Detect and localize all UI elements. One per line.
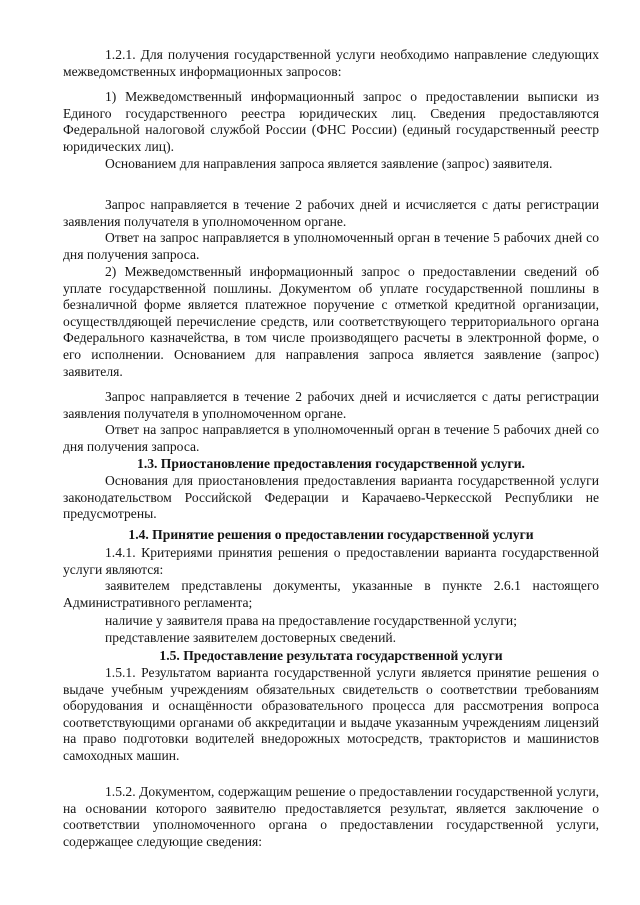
heading-1-5: 1.5. Предоставление результата государственной услуги [159, 648, 503, 663]
paragraph-1-5-1: 1.5.1. Результатом варианта государственной услуги является принятие решения о выдаче учебным учреждениям обязательных свидетельств о соответствии требованиям оборудования и оснащённости образовательного процесса для рассмотрения вопроса соответствующими органами об аккредитации и выдаче указанным учреждениям лицензий на право подготовки водителей внедорожных мотосредств, трактористов и машинистов самоходных машин. [63, 665, 599, 763]
criteria-item-3: представление заявителем достоверных сведений. [105, 630, 397, 645]
paragraph-basis-1: Основанием для направления запроса является заявление (запрос) заявителя. [105, 156, 553, 171]
paragraph-response-2: Ответ на запрос направляется в уполномоченный орган в течение 5 рабочих дней со дня получения запроса. [63, 422, 599, 454]
paragraph-request-1: 1) Межведомственный информационный запрос о предоставлении выписки из Единого государственного реестра юридических лиц. Сведения предоставляются Федеральной налоговой службой России (ФНС России) (единый государственный реестр юридических лиц). [63, 89, 599, 154]
paragraph-1-2-1: 1.2.1. Для получения государственной услуги необходимо направление следующих межведомственных информационных запросов: [63, 47, 599, 79]
paragraph-response-1: Ответ на запрос направляется в уполномоченный орган в течение 5 рабочих дней со дня получения запроса. [63, 230, 599, 262]
heading-1-3: 1.3. Приостановление предоставления государственной услуги. [137, 456, 525, 471]
paragraph-1-4-1: 1.4.1. Критериями принятия решения о предоставлении варианта государственной услуги являются: [63, 545, 599, 577]
paragraph-suspension: Основания для приостановления предоставления варианта государственной услуги законодательством Российской Федерации и Карачаево-Черкесской Республики не предусмотрены. [63, 473, 599, 522]
paragraph-deadline-1: Запрос направляется в течение 2 рабочих дней и исчисляется с даты регистрации заявления получателя в уполномоченном органе. [63, 197, 599, 229]
heading-1-4: 1.4. Принятие решения о предоставлении государственной услуги [128, 527, 534, 542]
criteria-item-2: наличие у заявителя права на предоставление государственной услуги; [105, 613, 517, 628]
paragraph-deadline-2: Запрос направляется в течение 2 рабочих дней и исчисляется с даты регистрации заявления получателя в уполномоченном органе. [63, 389, 599, 421]
paragraph-request-2: 2) Межведомственный информационный запрос о предоставлении сведений об уплате государственной пошлины. Документом об уплате государственной пошлины в безналичной форме является платежное поручение с отметкой кредитной организации, осуществлдяющей перечисление средств, или соответствующего территориального органа Федерального казначейства, в том числе производящего расчеты в электронной форме, о его исполнении. Основанием для направления запроса является заявление (запрос) заявителя. [63, 264, 599, 379]
criteria-item-1: заявителем представлены документы, указанные в пункте 2.6.1 настоящего Административного регламента; [63, 578, 599, 610]
paragraph-1-5-2: 1.5.2. Документом, содержащим решение о предоставлении государственной услуги, на основании которого заявителю предоставляется результат, является заключение о соответствии уполномоченного органа о предоставлении государственной услуги, содержащее следующие сведения: [63, 784, 599, 849]
